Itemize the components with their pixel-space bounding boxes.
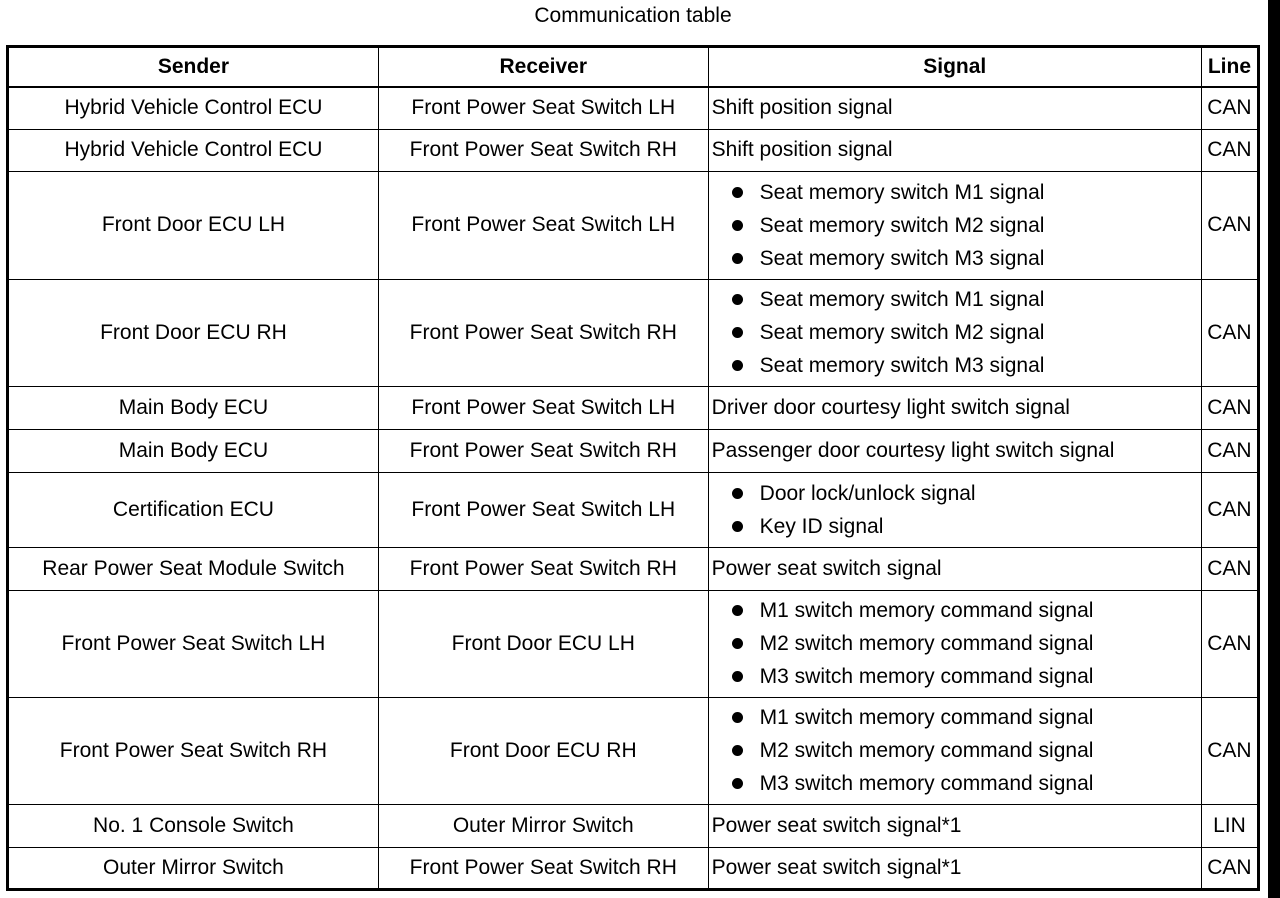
cell-receiver: Front Power Seat Switch RH (378, 429, 708, 472)
column-header-sender: Sender (8, 47, 379, 88)
cell-line: CAN (1201, 547, 1258, 590)
table-header (8, 47, 1259, 88)
table-row (8, 697, 1259, 804)
cell-signal (708, 279, 1201, 386)
cell-line: CAN (1201, 472, 1258, 547)
cell-line: LIN (1201, 804, 1258, 847)
cell-sender: Front Power Seat Switch RH (8, 697, 379, 804)
cell-signal: Shift position signal (708, 87, 1201, 129)
cell-signal: Power seat switch signal*1 (708, 847, 1201, 889)
cell-line: CAN (1201, 279, 1258, 386)
table-row (8, 590, 1259, 697)
cell-receiver: Front Power Seat Switch RH (378, 129, 708, 171)
signal-bullet-item: M1 switch memory command signal (730, 701, 1198, 734)
signal-bullet-item: M2 switch memory command signal (730, 734, 1198, 767)
signal-bullet-item: M3 switch memory command signal (730, 767, 1198, 800)
cell-line: CAN (1201, 386, 1258, 429)
cell-sender: Front Door ECU RH (8, 279, 379, 386)
cell-sender: Hybrid Vehicle Control ECU (8, 129, 379, 171)
cell-line: CAN (1201, 847, 1258, 889)
cell-receiver: Front Power Seat Switch LH (378, 472, 708, 547)
table-caption: Communication table (534, 4, 732, 27)
signal-bullet-item: Key ID signal (730, 510, 1198, 543)
cell-sender: Front Door ECU LH (8, 171, 379, 279)
column-header-line: Line (1201, 47, 1258, 88)
cell-receiver: Front Power Seat Switch RH (378, 547, 708, 590)
cell-signal: Driver door courtesy light switch signal (708, 386, 1201, 429)
signal-bullet-list (712, 701, 1198, 800)
table-row (8, 87, 1259, 129)
column-header-signal: Signal (708, 47, 1201, 88)
signal-bullet-item: M3 switch memory command signal (730, 660, 1198, 693)
cell-sender: Hybrid Vehicle Control ECU (8, 87, 379, 129)
cell-receiver: Front Power Seat Switch LH (378, 87, 708, 129)
table-row (8, 472, 1259, 547)
column-header-receiver: Receiver (378, 47, 708, 88)
communication-table (6, 45, 1260, 891)
cell-receiver: Front Power Seat Switch RH (378, 279, 708, 386)
signal-bullet-item: M1 switch memory command signal (730, 594, 1198, 627)
cell-sender: Main Body ECU (8, 386, 379, 429)
cell-signal: Shift position signal (708, 129, 1201, 171)
cell-signal (708, 472, 1201, 547)
cell-line: CAN (1201, 129, 1258, 171)
cell-signal (708, 171, 1201, 279)
table-row (8, 129, 1259, 171)
cell-signal (708, 590, 1201, 697)
cell-sender: Front Power Seat Switch LH (8, 590, 379, 697)
cell-signal: Passenger door courtesy light switch signal (708, 429, 1201, 472)
signal-bullet-item: Seat memory switch M2 signal (730, 209, 1198, 242)
signal-bullet-item: Seat memory switch M3 signal (730, 242, 1198, 275)
table-row (8, 429, 1259, 472)
table-row (8, 279, 1259, 386)
cell-receiver: Front Power Seat Switch LH (378, 386, 708, 429)
cell-line: CAN (1201, 697, 1258, 804)
signal-bullet-item: Seat memory switch M3 signal (730, 349, 1198, 382)
signal-bullet-list (712, 594, 1198, 693)
table-row (8, 171, 1259, 279)
cell-line: CAN (1201, 87, 1258, 129)
cell-signal: Power seat switch signal*1 (708, 804, 1201, 847)
signal-bullet-list (712, 477, 1198, 543)
cell-receiver: Front Door ECU LH (378, 590, 708, 697)
table-row (8, 386, 1259, 429)
cell-line: CAN (1201, 590, 1258, 697)
cell-signal (708, 697, 1201, 804)
cell-line: CAN (1201, 171, 1258, 279)
signal-bullet-item: M2 switch memory command signal (730, 627, 1198, 660)
table-row (8, 847, 1259, 889)
signal-bullet-item: Seat memory switch M1 signal (730, 176, 1198, 209)
cell-sender: Outer Mirror Switch (8, 847, 379, 889)
cell-sender: Rear Power Seat Module Switch (8, 547, 379, 590)
table-row (8, 804, 1259, 847)
table-row (8, 547, 1259, 590)
cell-receiver: Front Power Seat Switch RH (378, 847, 708, 889)
cell-receiver: Front Power Seat Switch LH (378, 171, 708, 279)
header-row (8, 47, 1259, 88)
cell-sender: No. 1 Console Switch (8, 804, 379, 847)
cell-sender: Main Body ECU (8, 429, 379, 472)
cell-receiver: Outer Mirror Switch (378, 804, 708, 847)
page-edge-bar (1268, 0, 1280, 898)
signal-bullet-list (712, 283, 1198, 382)
signal-bullet-item: Seat memory switch M2 signal (730, 316, 1198, 349)
cell-receiver: Front Door ECU RH (378, 697, 708, 804)
cell-line: CAN (1201, 429, 1258, 472)
cell-signal: Power seat switch signal (708, 547, 1201, 590)
signal-bullet-item: Seat memory switch M1 signal (730, 283, 1198, 316)
signal-bullet-list (712, 176, 1198, 275)
signal-bullet-item: Door lock/unlock signal (730, 477, 1198, 510)
table-body (8, 87, 1259, 889)
cell-sender: Certification ECU (8, 472, 379, 547)
